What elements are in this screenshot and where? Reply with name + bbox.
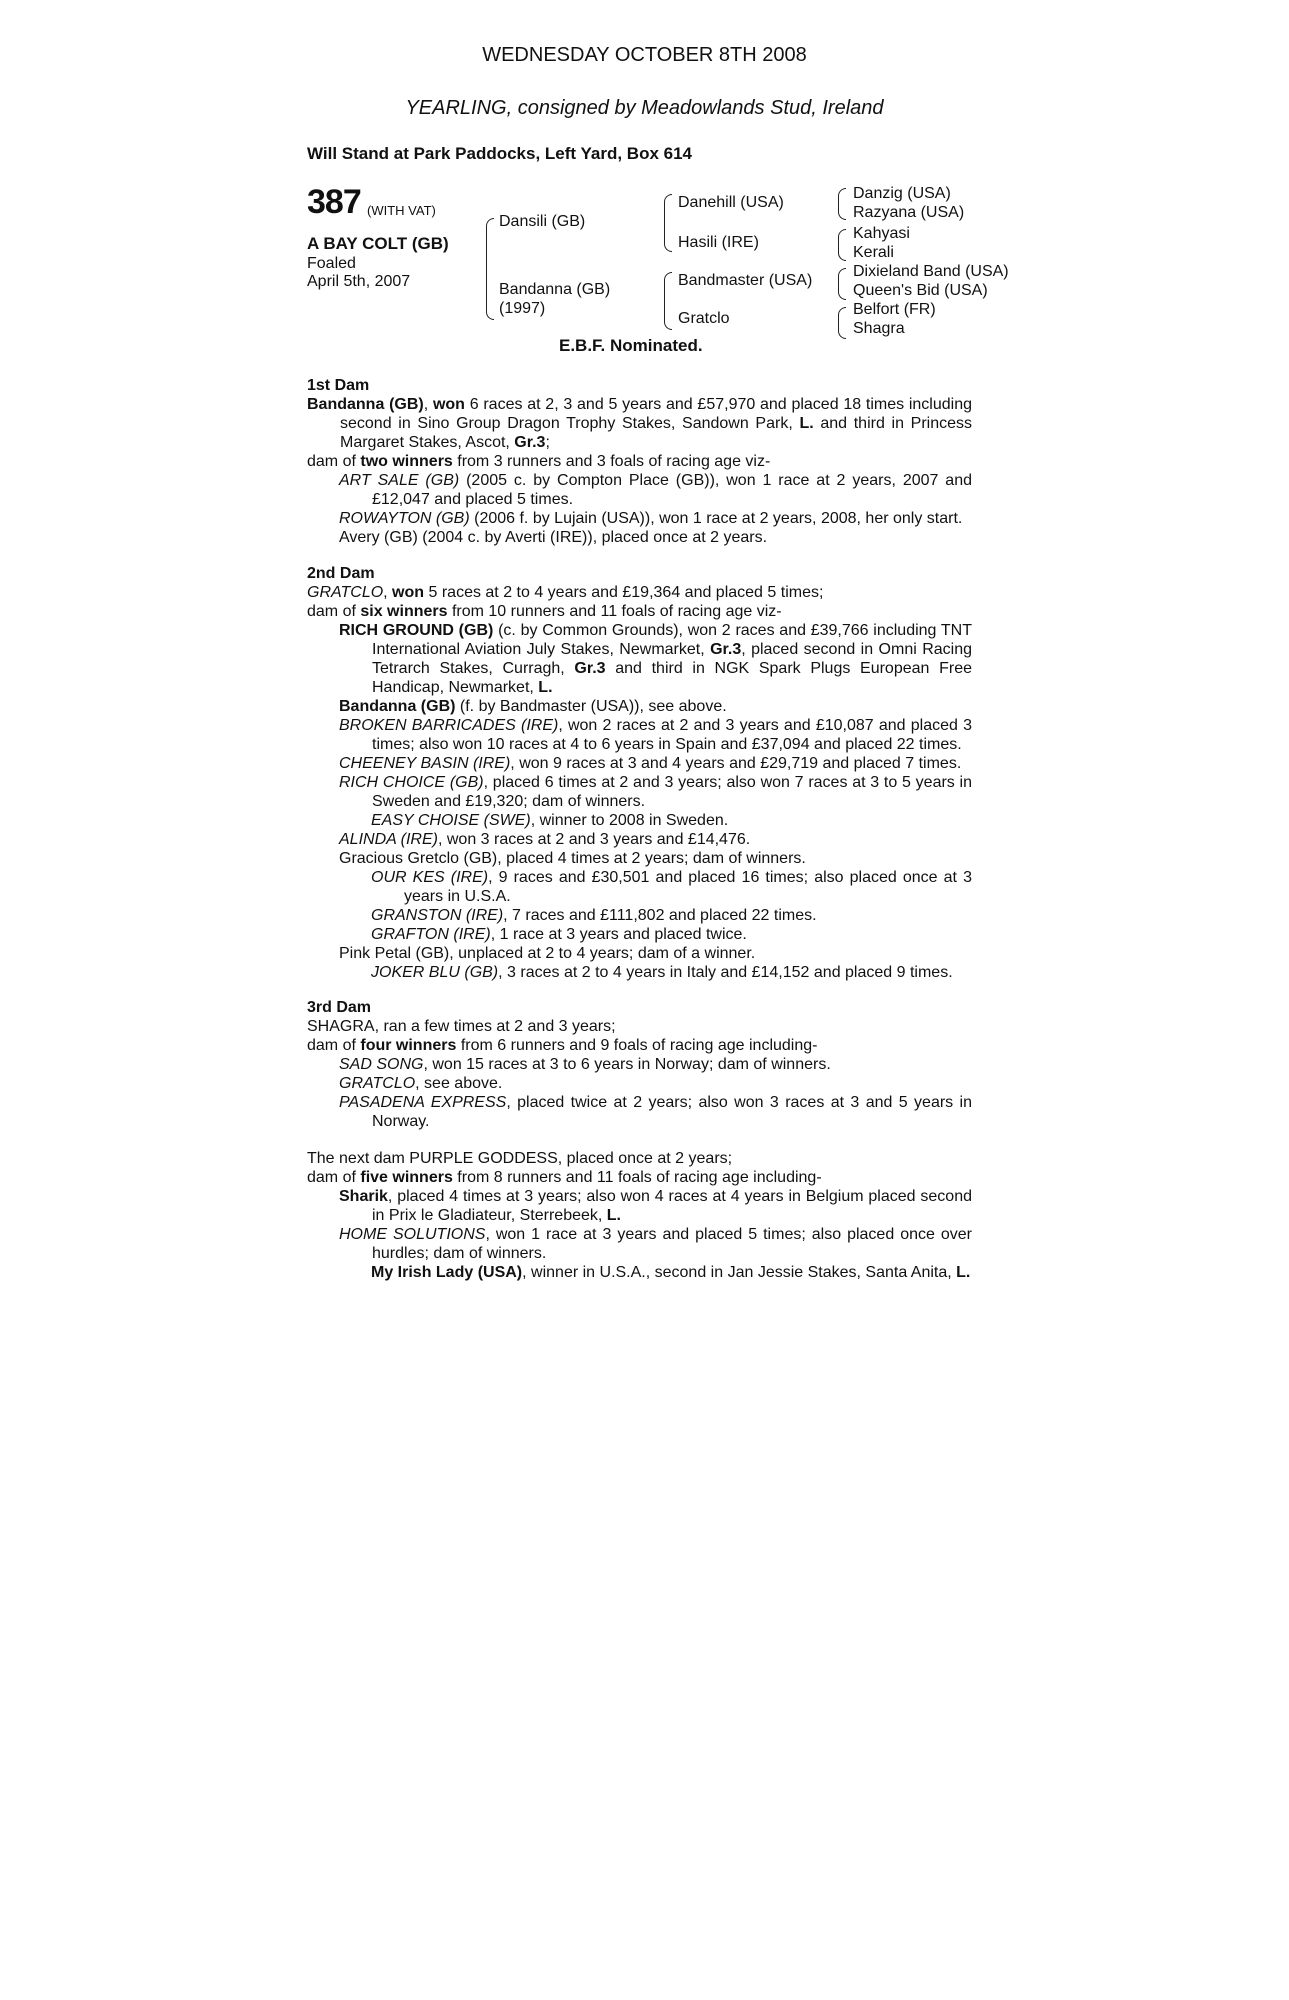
stand-location: Will Stand at Park Paddocks, Left Yard, Box 614 [307,144,692,163]
produce-item: RICH GROUND (GB) (c. by Common Grounds), won 2 races and £39,766 including TNT International Aviation July Stakes, Newmarket, Gr.3, placed second in Omni Racing Tetrarch Stakes, Curragh, Gr.3 and third in NGK Spark Plugs European Free Handicap, Newmarket, L. [339,622,972,696]
pedigree-sss: Danzig (USA) [853,185,951,202]
pedigree-sire-dam: Hasili (IRE) [678,234,759,251]
pedigree-brace-sire [664,194,672,252]
pedigree-ddd: Shagra [853,320,905,337]
produce-item: JOKER BLU (GB), 3 races at 2 to 4 years in Italy and £14,152 and placed 9 times. [371,964,953,981]
pedigree-ssd: Razyana (USA) [853,204,965,221]
produce-item: GRATCLO, see above. [339,1075,503,1092]
first-dam-produce-summary: dam of two winners from 3 runners and 3 foals of racing age viz- [307,453,771,470]
pedigree-sire: Dansili (GB) [499,213,586,230]
pedigree-sdd: Kerali [853,244,894,261]
pedigree-dam-dam: Gratclo [678,310,730,327]
produce-item: CHEENEY BASIN (IRE), won 9 races at 3 and 4 years and £29,719 and placed 7 times. [339,755,962,772]
pedigree-brace-sd [838,229,846,261]
produce-item: My Irish Lady (USA), winner in U.S.A., second in Jan Jessie Stakes, Santa Anita, L. [371,1264,971,1281]
pedigree-sire-sire: Danehill (USA) [678,194,784,211]
produce-item: RICH CHOICE (GB), placed 6 times at 2 and 3 years; also won 7 races at 3 to 5 years in Sweden and £19,320; dam of winners. [339,774,972,810]
foaled-date: April 5th, 2007 [307,273,411,290]
second-dam-record: GRATCLO, won 5 races at 2 to 4 years and £19,364 and placed 5 times; [307,584,824,601]
vat-label: (WITH VAT) [367,203,436,218]
third-dam-record: SHAGRA, ran a few times at 2 and 3 years; [307,1018,616,1035]
first-dam-heading: 1st Dam [307,377,370,394]
produce-item: OUR KES (IRE), 9 races and £30,501 and placed 16 times; also placed once at 3 years in U.S.A. [371,869,972,905]
pedigree-sds: Kahyasi [853,225,910,242]
produce-item: BROKEN BARRICADES (IRE), won 2 races at 2 and 3 years and £10,087 and placed 3 times; also won 10 races at 4 to 6 years in Spain and £37,094 and placed 22 times. [339,717,973,753]
next-dam-produce-summary: dam of five winners from 8 runners and 11 foals of racing age including- [307,1169,822,1186]
produce-item: Bandanna (GB) (f. by Bandmaster (USA)), see above. [339,698,727,715]
pedigree-brace-ds [838,268,846,300]
third-dam-produce-summary: dam of four winners from 6 runners and 9 foals of racing age including- [307,1037,818,1054]
pedigree-dam-sire: Bandmaster (USA) [678,272,813,289]
produce-item: Sharik, placed 4 times at 3 years; also won 4 races at 4 years in Belgium placed second in Prix le Gladiateur, Sterrebeek, L. [339,1188,972,1224]
produce-item: Gracious Gretclo (GB), placed 4 times at 2 years; dam of winners. [339,850,806,867]
pedigree-brace-dd [838,307,846,339]
first-dam-section [307,376,972,547]
foaled-label: Foaled [307,255,356,272]
next-dam-section [307,1149,972,1282]
lot-number: 387 [307,183,361,221]
sale-date: WEDNESDAY OCTOBER 8TH 2008 [482,44,807,66]
first-dam-record: Bandanna (GB), won 6 races at 2, 3 and 5 years and £57,970 and placed 18 times including second in Sino Group Dragon Trophy Stakes, Sandown Park, L. and third in Princess Margaret Stakes, Ascot, Gr.3; [307,396,973,451]
produce-item: GRANSTON (IRE), 7 races and £111,802 and placed 22 times. [371,907,817,924]
second-dam-produce-summary: dam of six winners from 10 runners and 11 foals of racing age viz- [307,603,782,620]
produce-item: HOME SOLUTIONS, won 1 race at 3 years and placed 5 times; also placed once over hurdles; dam of winners. [339,1226,973,1262]
lot-name: A BAY COLT (GB) [307,234,449,253]
produce-item: PASADENA EXPRESS, placed twice at 2 years; also won 3 races at 3 and 5 years in Norway. [339,1094,972,1130]
second-dam-heading: 2nd Dam [307,565,375,582]
pedigree-dsd: Queen's Bid (USA) [853,282,988,299]
pedigree-brace-gen1 [486,218,494,320]
produce-item: ROWAYTON (GB) (2006 f. by Lujain (USA)), won 1 race at 2 years, 2008, her only start. [339,510,963,527]
pedigree-dam: Bandanna (GB) [499,281,611,298]
produce-item: Pink Petal (GB), unplaced at 2 to 4 years; dam of a winner. [339,945,756,962]
produce-item: Avery (GB) (2004 c. by Averti (IRE)), placed once at 2 years. [339,529,768,546]
produce-item: GRAFTON (IRE), 1 race at 3 years and placed twice. [371,926,747,943]
produce-item: ALINDA (IRE), won 3 races at 2 and 3 years and £14,476. [339,831,751,848]
produce-item: ART SALE (GB) (2005 c. by Compton Place (GB)), won 1 race at 2 years, 2007 and £12,047 and placed 5 times. [339,472,973,508]
pedigree-dds: Belfort (FR) [853,301,936,318]
pedigree-brace-ss [838,188,846,220]
pedigree-dam-year: (1997) [499,300,546,317]
consignor-line: YEARLING, consigned by Meadowlands Stud, Ireland [405,97,884,119]
third-dam-heading: 3rd Dam [307,999,372,1016]
ebf-nomination: E.B.F. Nominated. [559,336,703,355]
next-dam-record: The next dam PURPLE GODDESS, placed once at 2 years; [307,1150,733,1167]
second-dam-section [307,564,972,982]
pedigree-brace-dam [664,272,672,330]
third-dam-section [307,998,972,1131]
pedigree-dss: Dixieland Band (USA) [853,263,1009,280]
produce-item: SAD SONG, won 15 races at 3 to 6 years in Norway; dam of winners. [339,1056,831,1073]
produce-item: EASY CHOISE (SWE), winner to 2008 in Sweden. [371,812,729,829]
